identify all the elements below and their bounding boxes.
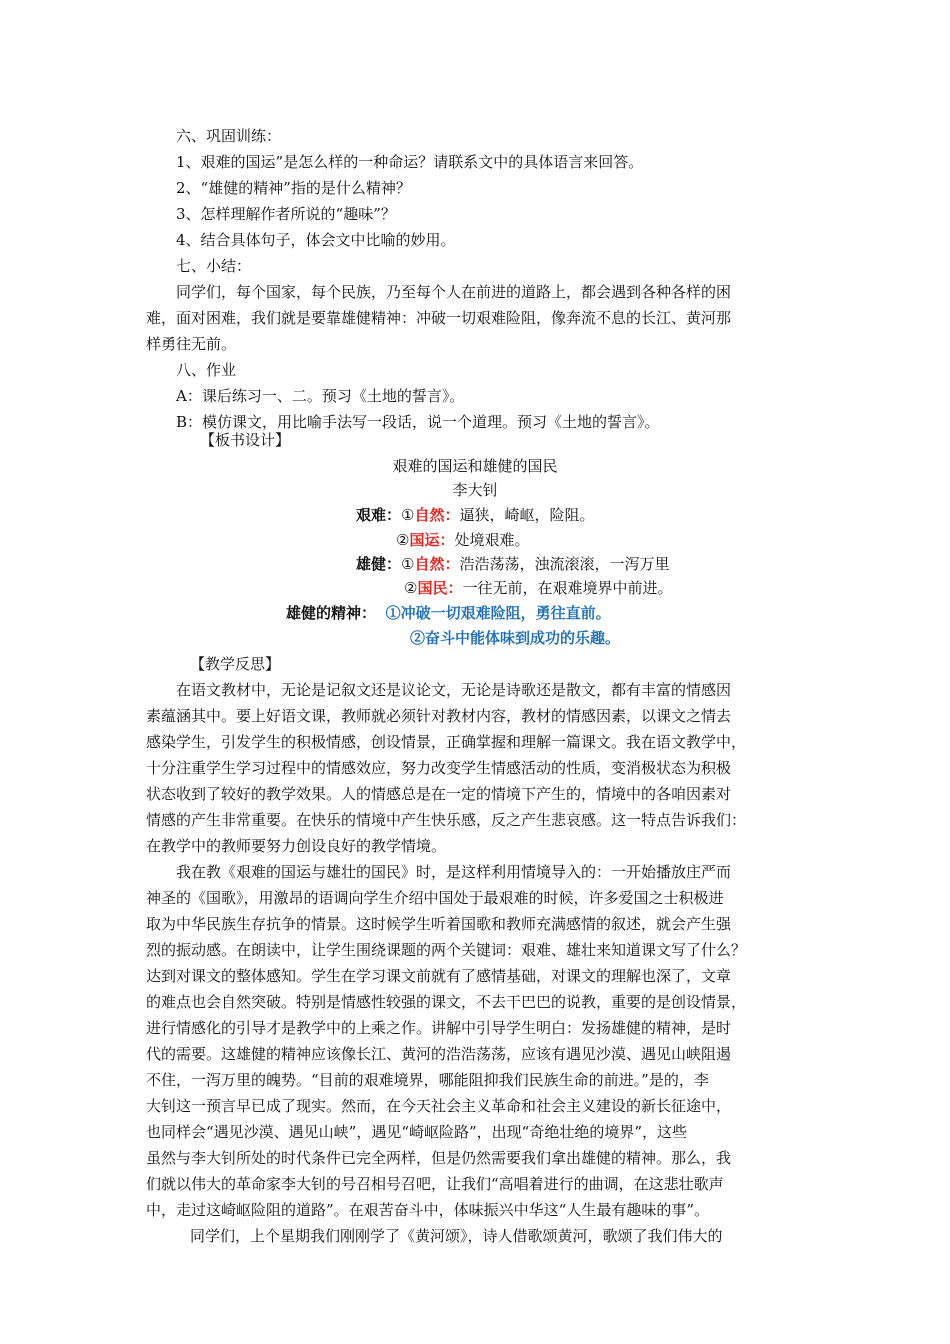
exercise-question-2: 2、“雄健的精神”指的是什么精神？ — [176, 179, 411, 197]
exercise-question-1: 1、艰难的国运”是怎么样的一种命运？请联系文中的具体语言来回答。 — [176, 153, 644, 171]
exercise-question-3: 3、怎样理解作者所说的“趣味”？ — [176, 205, 396, 223]
reflection-p1-line: 十分注重学生学习过程中的情感效应，努力改变学生情感活动的性质，变消极状态为积极 — [146, 759, 732, 777]
reflection-p2-line: 我在教《艰难的国运与雄壮的国民》时，是这样利用情境导入的：一开始播放庄严而 — [176, 863, 732, 881]
reflection-p2-line: 代的需要。这雄健的精神应该像长江、黄河的浩浩荡荡，应该有遇见沙漠、遇见山峡阻遏 — [146, 1045, 732, 1063]
reflection-p1-line: 素蕴涵其中。要上好语文课，教师就必须针对教材内容，教材的情感因素，以课文之情去 — [146, 707, 732, 725]
homework-b: B：模仿课文，用比喻手法写一段话，说一个道理。预习《土地的誓言》。 — [176, 413, 660, 431]
board-label-spirit: 雄健的精神： — [286, 604, 377, 622]
reflection-p1-line: 状态收到了较好的教学效果。人的情感总是在一定的情境下产生的，情境中的各咱因素对 — [146, 785, 732, 803]
board-key-citizens: 国民： — [417, 579, 463, 597]
reflection-p1-line: 在语文教材中，无论是记叙文还是议论文，无论是诗歌还是散文，都有丰富的情感因 — [176, 681, 732, 699]
board-row-4: ②国民：一往无前，在艰难境界中前进。 — [404, 579, 673, 597]
reflection-p1-line: 情感的产生非常重要。在快乐的情境中产生快乐感，反之产生悲哀感。这一特点告诉我们： — [146, 811, 747, 829]
reflection-p2-line: 不住，一泻万里的魄势。“目前的艰难境界，哪能阻抑我们民族生命的前进。”是的，李 — [146, 1071, 709, 1089]
board-row-2: ②国运：处境艰难。 — [396, 531, 530, 549]
reflection-p2-line: 大钊这一预言早已成了现实。然而，在今天社会主义革命和社会主义建设的新长征途中， — [146, 1097, 732, 1115]
section-6-heading: 六、巩固训练： — [176, 127, 282, 145]
board-spirit-point-2: ②奋斗中能体味到成功的乐趣。 — [410, 629, 621, 647]
reflection-p2-line: 也同样会“遇见沙漠、遇见山峡”，遇见“崎岖险路”，出现“奇绝壮绝的境界”，这些 — [146, 1123, 688, 1141]
summary-line: 难，面对困难，我们就是要靠雄健精神：冲破一切艰难险阻，像奔流不息的长江、黄河那 — [146, 309, 732, 327]
reflection-p2-line: 神圣的《国歌》，用激昂的语调向学生介绍中国处于最艰难的时候，许多爱国之士积极进 — [146, 889, 724, 907]
board-label-vigor: 雄健： — [356, 555, 402, 573]
board-row-3: 雄健：①自然：浩浩荡荡，浊流滚滚，一泻万里 — [356, 555, 670, 573]
reflection-p2-line: 中，走过这崎岖险阻的道路”。在艰苦奋斗中，体味振兴中华这“人生最有趣味的事”。 — [146, 1201, 710, 1219]
board-key-nature: 自然： — [414, 506, 460, 524]
reflection-p1-line: 感染学生，引发学生的积极情感，创设情景，正确掌握和理解一篇课文。我在语文教学中， — [146, 733, 747, 751]
reflection-p2-line: 达到对课文的整体感知。学生在学习课文前就有了感情基础，对课文的理解也深了，文章 — [146, 967, 732, 985]
board-design-heading: 【板书设计】 — [200, 431, 291, 449]
reflection-p1-line: 在教学中的教师要努力创设良好的教学情境。 — [146, 837, 447, 855]
board-row-6 — [410, 628, 620, 648]
reflection-p2-line: 进行情感化的引导才是教学中的上乘之作。讲解中引导学生明白：发扬雄健的精神，是时 — [146, 1019, 732, 1037]
board-author: 李大钊 — [452, 481, 498, 499]
board-spirit-point-1: ①冲破一切艰难险阻，勇往直前。 — [385, 604, 611, 622]
board-key-national-fate: 国运： — [409, 531, 455, 549]
board-label-hardship: 艰难： — [356, 506, 402, 524]
reflection-p3-line: 同学们，上个星期我们刚刚学了《黄河颂》，诗人借歌颂黄河，歌颂了我们伟大的 — [190, 1227, 723, 1245]
reflection-p2-line: 烈的振动感。在朗读中，让学生围绕课题的两个关键词：艰难、雄壮来知道课文写了什么？ — [146, 941, 747, 959]
section-8-heading: 八、作业 — [176, 361, 237, 379]
reflection-p2-line: 的难点也会自然突破。特别是情感性较强的课文，不去干巴巴的说教，重要的是创设情景， — [146, 993, 747, 1011]
section-7-heading: 七、小结： — [176, 257, 252, 275]
reflection-p2-line: 取为中华民族生存抗争的情景。这时候学生听着国歌和教师充满感情的叙述，就会产生强 — [146, 915, 732, 933]
board-row-5 — [286, 603, 611, 623]
homework-a: A：课后练习一、二。预习《土地的誓言》。 — [176, 387, 465, 405]
reflection-p2-line: 们就以伟大的革命家李大钊的号召相号召吧，让我们“高唱着进行的曲调，在这悲壮歌声 — [146, 1175, 724, 1193]
reflection-p2-line: 虽然与李大钊所处的时代条件已完全两样，但是仍然需要我们拿出雄健的精神。那么，我 — [146, 1149, 732, 1167]
summary-line: 同学们，每个国家，每个民族，乃至每个人在前进的道路上，都会遇到各种各样的困 — [176, 283, 732, 301]
reflection-heading: 【教学反思】 — [190, 655, 281, 673]
board-title: 艰难的国运和雄健的国民 — [392, 457, 558, 475]
summary-line: 样勇往无前。 — [146, 335, 237, 353]
board-key-nature: 自然： — [414, 555, 460, 573]
board-row-1: 艰难：①自然：逼狭，崎岖，险阻。 — [356, 506, 595, 524]
exercise-question-4: 4、结合具体句子，体会文中比喻的妙用。 — [176, 231, 456, 249]
